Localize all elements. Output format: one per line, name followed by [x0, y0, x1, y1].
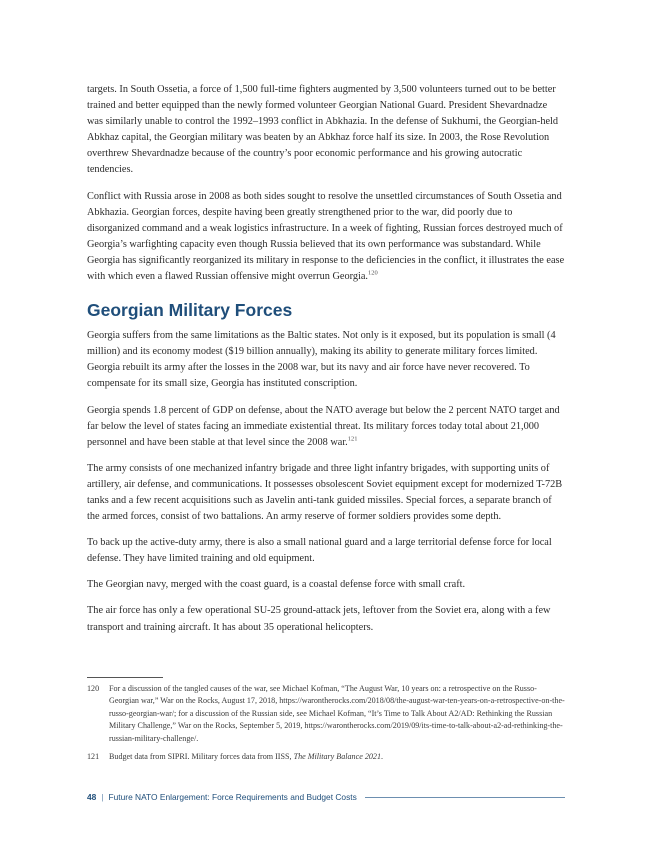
paragraph-intro-1: targets. In South Ossetia, a force of 1,500 full-time fighters augmented by 3,500 volunteers turned out to be better trained and better equipped than the newly formed volunteer Georgian National Guard. President Shevardnadze was similarly unable to control the 1992–1993 conflict in Abkhazia. In the defense of Sukhumi, the Georgian-held Abkhaz capital, the Georgian military was beaten by an Abkhaz force half its size. In 2003, the Rose Revolution overthrew Shevardnadze because of the country’s poor economic performance and his growing autocratic tendencies.	[87, 84, 559, 176]
page-footer	[87, 790, 565, 804]
footnote-number: 120	[87, 684, 100, 693]
paragraph-section-1: Georgia suffers from the same limitations as the Baltic states. Not only is it exposed, but its population is small (4 million) and its economy modest ($19 billion annually), making its ability to generate military forces limited. Georgia rebuilt its army after the losses in the 2008 war, but its navy and air force have never recovered. To compensate for its small size, Georgia has instituted conscription.	[87, 330, 556, 390]
footnote-divider	[87, 677, 163, 678]
paragraph-intro-2	[87, 189, 565, 286]
paragraph-section-2	[87, 403, 565, 451]
page-number: 48	[87, 792, 97, 802]
footnote-ref-121[interactable]: 121	[347, 435, 358, 443]
footer-rule	[365, 797, 565, 798]
footnote-text-end: .	[381, 752, 384, 762]
footer-separator: |	[101, 792, 104, 802]
footnote-text	[109, 751, 565, 763]
paragraph-section-4: To back up the active-duty army, there is also a small national guard and a large territorial defense force for local defense. They have limited training and old equipment.	[87, 537, 552, 565]
footnote-number: 121	[87, 752, 100, 762]
footnotes	[87, 683, 565, 769]
footnote-italic-title: The Military Balance 2021	[293, 752, 382, 762]
footer-title: Future NATO Enlargement: Force Requirements and Budget Costs	[108, 792, 357, 802]
footnote-text-start: Budget data from SIPRI. Military forces data from IISS,	[109, 752, 294, 762]
main-content	[87, 82, 565, 646]
footnote-text: For a discussion of the tangled causes of the war, see Michael Kofman, “The August War, 10 years on: a retrospective on the Russo- Georgian war,” War on the Rocks, August 17, 2018, https://warontherocks.com/2018/08/the-august-war-ten-years-on-a-retrospective-on-the-russo-georgian-war/; for a discussion of the Russian side, see Michael Kofman, “It’s Time to Talk About A2/AD: Rethinking the Russian Military Challenge,” War on the Rocks, September 5, 2019, https://warontherocks.com/2019/09/its-time-to-talk-about-a2-ad-rethinking-the-russian-military-challenge/.	[109, 684, 565, 743]
footnote-121	[87, 751, 565, 763]
paragraph-intro-2-text: Conflict with Russia arose in 2008 as both sides sought to resolve the unsettled circumstances of South Ossetia and Abkhazia. Georgian forces, despite having been greatly strengthened prior to the war, did poorly due to disorganized command and a weak logistics infrastructure. In a week of fighting, Russian forces destroyed much of Georgia’s warfighting capacity even though Russia believed that its own performance was substandard. While Georgia has significantly reorganized its military in response to the deficiencies in the conflict, it illustrates the ease with which even a flawed Russian offensive might overrun Georgia.	[87, 190, 565, 283]
footnote-120	[87, 683, 565, 745]
paragraph-section-5: The Georgian navy, merged with the coast guard, is a coastal defense force with small craft.	[87, 579, 466, 591]
paragraph-section-2-text: Georgia spends 1.8 percent of GDP on defense, about the NATO average but below the 2 percent NATO target and far below the level of states facing an immediate existential threat. Its military forces today total about 21,000 personnel and have been stable at that level since the 2008 war.	[87, 404, 560, 448]
paragraph-section-3: The army consists of one mechanized infantry brigade and three light infantry brigades, with supporting units of artillery, air defense, and communications. It possesses obsolescent Soviet equipment except for modernized T-72B tanks and a few recent acquisitions such as Javelin anti-tank guided missiles. Special forces, a separate branch of the armed forces, consist of two battalions. An army reserve of former soldiers provides some depth.	[87, 462, 563, 523]
footnote-ref-120[interactable]: 120	[368, 269, 378, 277]
section-heading: Georgian Military Forces	[87, 300, 293, 321]
paragraph-section-6: The air force has only a few operational SU-25 ground-attack jets, leftover from the Soviet era, along with a few transport and training aircraft. It has about 35 operational helicopters.	[87, 605, 551, 633]
